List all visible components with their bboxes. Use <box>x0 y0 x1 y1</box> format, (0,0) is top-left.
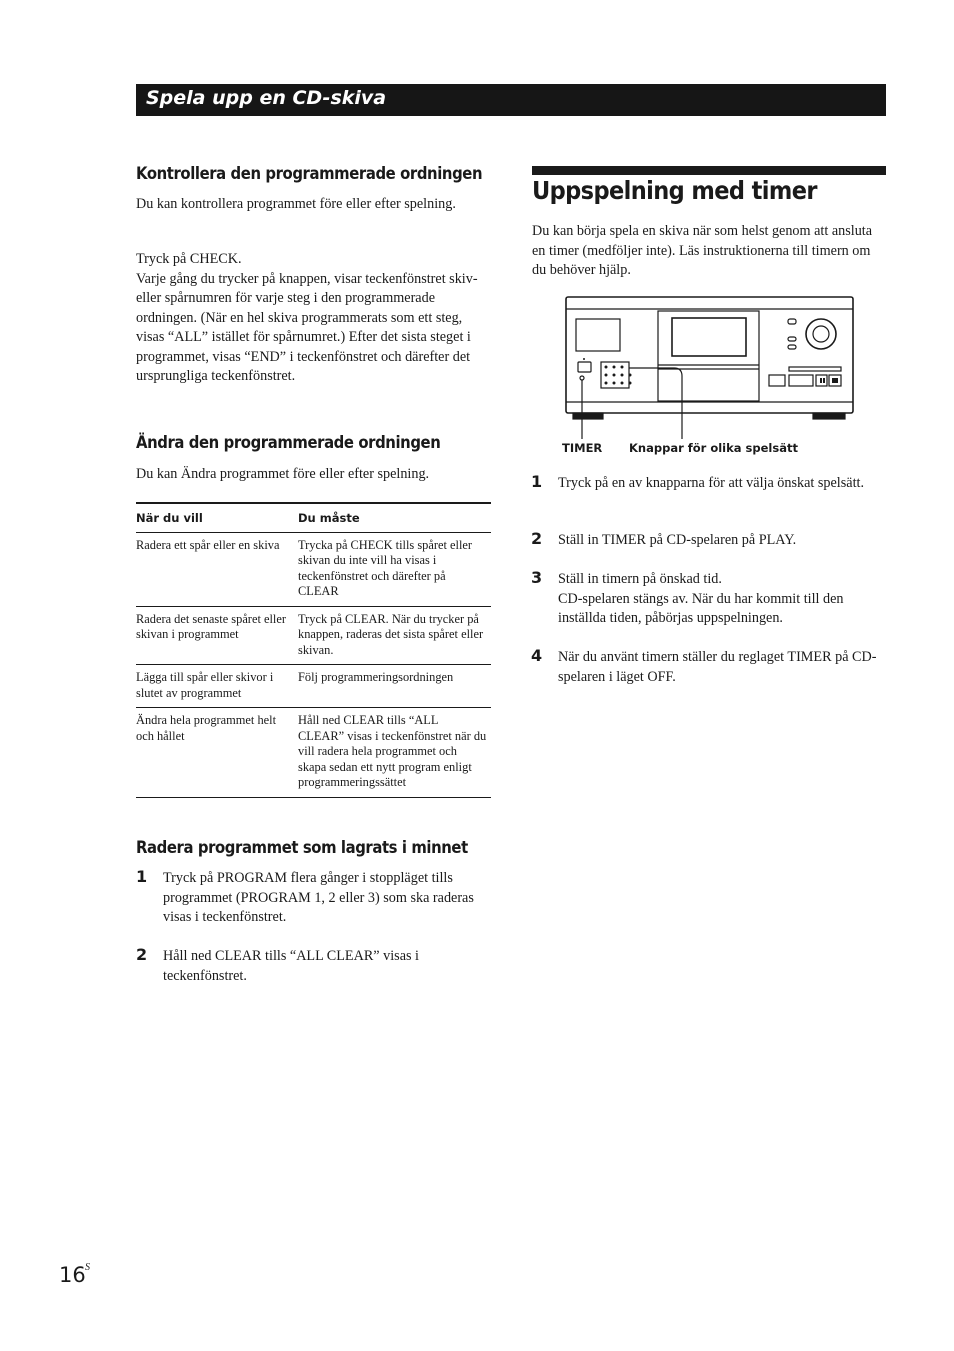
table-row <box>136 532 491 606</box>
section-header-bar <box>136 84 886 116</box>
cd-player-illustration <box>555 292 865 442</box>
table-cell-want: Ändra hela programmet helt och hållet <box>136 708 298 798</box>
check-body: Tryck på CHECK. Varje gång du trycker på knappen, visar teckenfönstret skiv- eller spårnumren för varje steg i den programmerade ordningen. (När en hel skiva programmerats som ett steg, visas “ALL” istället för spårnumret.) Efter det sista steget i programmet, visas “END” i teckenfönstret och därefter det ursprungliga teckenfönstret. <box>136 251 478 384</box>
check-heading: Kontrollera den programmerade ordningen <box>136 164 483 183</box>
page-number: 16 <box>59 1263 86 1287</box>
check-intro: Du kan kontrollera programmet före eller efter spelning. <box>136 196 456 212</box>
figure-label-play-modes: Knappar för olika spelsätt <box>629 441 798 455</box>
timer-step-2-number: 2 <box>531 529 543 548</box>
timer-intro: Du kan börja spela en skiva när som helst genom att ansluta en timer (medföljer inte). Läs instruktionerna till timern om du behöver hjälp. <box>532 223 873 278</box>
erase-heading: Radera programmet som lagrats i minnet <box>136 838 468 857</box>
timer-step-3-text: Ställ in timern på önskad tid. CD-spelaren stängs av. När du har kommit till den inställda tiden, påbörjas uppspelningen. <box>558 571 844 626</box>
erase-step-2-number: 2 <box>136 945 148 964</box>
table-row <box>136 708 491 798</box>
erase-step-1-number: 1 <box>136 867 148 886</box>
erase-step-1-text: Tryck på PROGRAM flera gånger i stoppläget tills programmet (PROGRAM 1, 2 eller 3) som ska raderas visas i teckenfönstret. <box>163 870 474 925</box>
erase-step-2-text: Håll ned CLEAR tills “ALL CLEAR” visas i teckenfönstret. <box>163 948 419 984</box>
table-row <box>136 665 491 708</box>
table-cell-must: Följ programmeringsordningen <box>298 665 491 708</box>
figure-label-timer: TIMER <box>562 441 603 455</box>
table-row <box>136 606 491 665</box>
table-header-want: När du vill <box>136 503 298 532</box>
timer-step-2-text: Ställ in TIMER på CD-spelaren på PLAY. <box>558 532 797 548</box>
table-header-must: Du måste <box>298 503 491 532</box>
timer-step-3-number: 3 <box>531 568 543 587</box>
table-cell-must: Håll ned CLEAR tills “ALL CLEAR” visas i teckenfönstret när du vill radera hela programmet och skapa sedan ett nytt program enligt programmeringssättet <box>298 708 491 798</box>
timer-step-1-text: Tryck på en av knapparna för att välja önskat spelsätt. <box>558 475 864 491</box>
table-cell-want: Radera ett spår eller en skiva <box>136 532 298 606</box>
timer-step-4-text: När du använt timern ställer du reglaget TIMER på CD-spelaren i läget OFF. <box>558 649 877 685</box>
change-table <box>136 502 491 798</box>
section-title: Spela upp en CD-skiva <box>146 87 387 109</box>
table-cell-must: Tryck på CLEAR. När du trycker på knappen, raderas det sista spåret eller skivan. <box>298 606 491 665</box>
timer-title: Uppspelning med timer <box>532 176 817 205</box>
table-header-row <box>136 503 491 532</box>
change-heading: Ändra den programmerade ordningen <box>136 433 441 452</box>
table-cell-want: Radera det senaste spåret eller skivan i programmet <box>136 606 298 665</box>
change-intro: Du kan Ändra programmet före eller efter spelning. <box>136 466 430 482</box>
timer-step-4-number: 4 <box>531 646 543 665</box>
table-cell-must: Trycka på CHECK tills spåret eller skivan du inte vill ha visas i teckenfönstret och därefter på CLEAR <box>298 532 491 606</box>
page-number-suffix: S <box>85 1262 90 1273</box>
table-cell-want: Lägga till spår eller skivor i slutet av programmet <box>136 665 298 708</box>
timer-step-1-number: 1 <box>531 472 543 491</box>
title-rule <box>532 166 886 175</box>
